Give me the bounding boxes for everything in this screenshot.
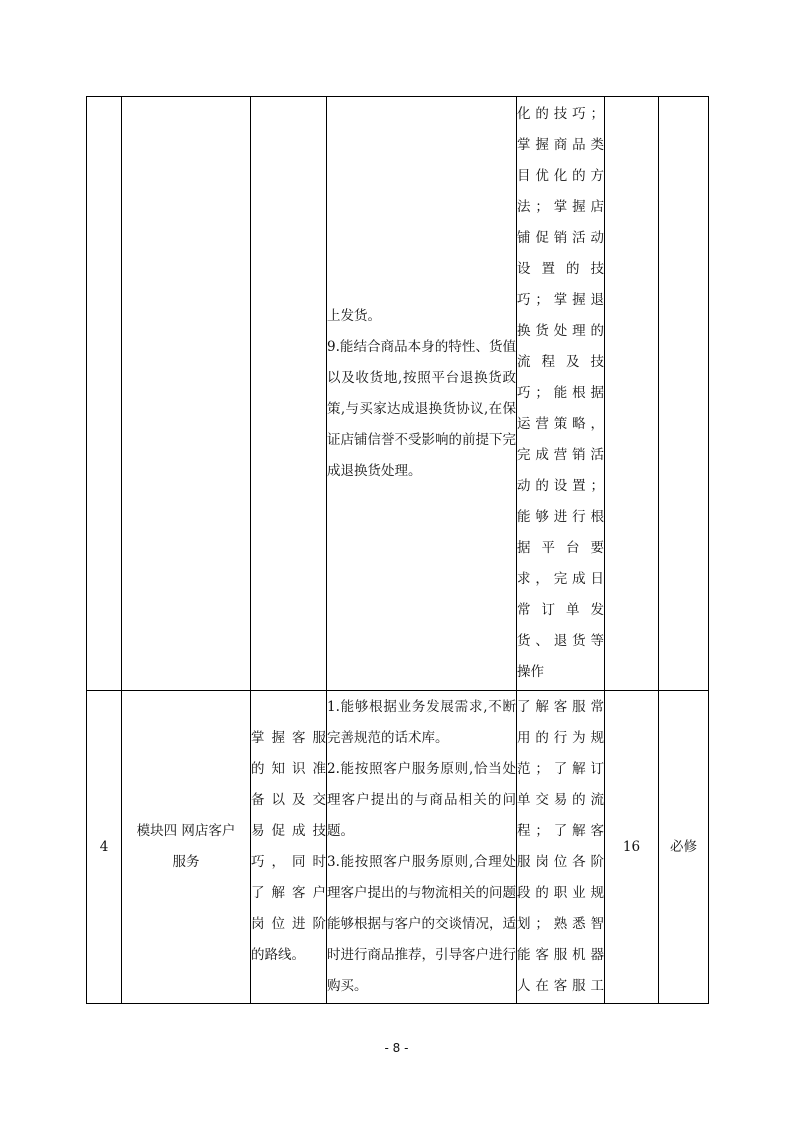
content-item: 2.能按照客户服务原则,恰当处理客户提出的与商品相关的问题。 [327, 761, 516, 839]
requirement-line: 铺促销活动 [517, 230, 604, 246]
requirement-line: 法；掌握店 [517, 199, 604, 215]
requirement-line: 划；熟悉智 [517, 916, 604, 932]
requirement-line: 单交易的流 [517, 792, 604, 808]
module-name-line: 服务 [172, 854, 200, 870]
content-item: 3.能按照客户服务原则,合理处理客户提出的与物流相关的问题能够根据与客户的交谈情况，适时进行商品推荐，引导客户进行购买。 [327, 854, 516, 994]
course-type-cell [659, 97, 709, 691]
requirement-line: 掌握商品类 [517, 137, 604, 153]
requirement-line: 设置的技 [517, 261, 604, 277]
requirement-line: 能客服机器 [517, 947, 604, 963]
requirement-line: 操作 [517, 664, 544, 680]
requirement-line: 流程及技 [517, 354, 604, 370]
module-name-line: 模块四 网店客户 [136, 823, 236, 839]
module-name-cell [122, 97, 251, 691]
table-row [87, 97, 709, 691]
hours-cell: 16 [605, 691, 659, 1004]
requirement-cell [517, 691, 605, 1004]
module-name-cell [122, 691, 251, 1004]
requirement-line: 段的职业规 [517, 885, 604, 901]
requirement-lines [517, 99, 604, 688]
goal-line: 岗位进阶 [251, 916, 326, 932]
page-number: - 8 - [384, 1041, 409, 1055]
requirement-line: 动的设置； [517, 478, 604, 494]
row-index-cell: 4 [87, 691, 122, 1004]
requirement-line: 范；了解订 [517, 761, 604, 777]
content-item: 上发货。 [327, 307, 381, 324]
requirement-line: 完成营销活 [517, 447, 604, 463]
course-type-cell: 必修 [659, 691, 709, 1004]
requirement-line: 换货处理的 [517, 323, 604, 339]
table-row [87, 691, 709, 1004]
requirement-line: 人在客服工 [517, 978, 604, 994]
goal-lines [251, 723, 326, 971]
goal-line: 掌握客服 [251, 730, 326, 746]
requirement-line: 用的行为规 [517, 730, 604, 746]
requirement-line: 了解客服常 [517, 699, 604, 715]
goal-line: 了解客户 [251, 885, 326, 901]
requirement-lines [517, 692, 604, 1002]
requirement-line: 服岗位各阶 [517, 854, 604, 870]
requirement-line: 目优化的方 [517, 168, 604, 184]
requirement-line: 常订单发 [517, 602, 604, 618]
course-module-table [86, 96, 709, 1004]
goal-cell [251, 97, 327, 691]
requirement-line: 能够进行根 [517, 509, 604, 525]
row-index-cell [87, 97, 122, 691]
requirement-line: 巧；能根据 [517, 385, 604, 401]
content-item: 9.能结合商品本身的特性、货值以及收货地,按照平台退换货政策,与买家达成退换货协议,在保证店铺信誉不受影响的前提下完成退换货处理。 [327, 338, 516, 479]
content-item: 1.能够根据业务发展需求,不断完善规范的话术库。 [327, 699, 516, 746]
goal-cell [251, 691, 327, 1004]
requirement-line: 货、退货等 [517, 633, 604, 649]
goal-line: 易促成技 [251, 823, 326, 839]
content-cell [327, 97, 517, 691]
goal-line: 巧，同时 [251, 854, 326, 870]
goal-line: 备以及交 [251, 792, 326, 808]
requirement-line: 求，完成日 [517, 571, 604, 587]
hours-cell [605, 97, 659, 691]
requirement-line: 巧；掌握退 [517, 292, 604, 308]
requirement-line: 据平台要 [517, 540, 604, 556]
requirement-line: 运营策略， [517, 416, 604, 432]
goal-line: 的路线。 [251, 947, 305, 963]
requirement-cell [517, 97, 605, 691]
requirement-line: 化的技巧； [517, 106, 604, 122]
requirement-line: 程；了解客 [517, 823, 604, 839]
content-cell [327, 691, 517, 1004]
goal-line: 的知识准 [251, 761, 326, 777]
